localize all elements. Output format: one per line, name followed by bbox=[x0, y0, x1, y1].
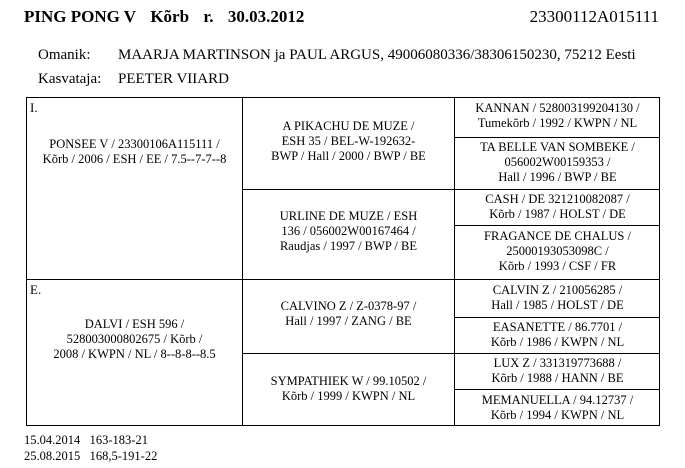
horse-name: PING PONG V bbox=[24, 7, 137, 26]
measurement-row bbox=[24, 449, 157, 464]
ancestor-line: 25000193053098C / bbox=[506, 244, 609, 258]
measurement-date: 25.08.2015 bbox=[24, 449, 81, 463]
sire-line: PONSEE V / 23300106A115111 / bbox=[49, 137, 220, 151]
birth-date: 30.03.2012 bbox=[227, 7, 305, 26]
dam-dam-cell bbox=[243, 374, 454, 404]
ancestor-line: FRAGANCE DE CHALUS / bbox=[484, 229, 631, 243]
dam-marker: E. bbox=[30, 282, 42, 297]
dam-line: DALVI / ESH 596 / bbox=[84, 317, 185, 331]
ancestor-line: Raudjas / 1997 / BWP / BE bbox=[279, 239, 418, 253]
ancestor-line: BWP / Hall / 2000 / BWP / BE bbox=[271, 149, 426, 163]
gen3-cell-8 bbox=[455, 393, 660, 423]
birth-label: r. bbox=[203, 7, 214, 26]
ancestor-line: TA BELLE VAN SOMBEKE / bbox=[480, 140, 635, 154]
ancestor-line: Hall / 1996 / BWP / BE bbox=[498, 170, 617, 184]
dam-cell bbox=[27, 280, 242, 425]
ancestor-line: 136 / 056002W00167464 / bbox=[281, 224, 416, 238]
gen3-cell-3 bbox=[455, 192, 660, 222]
measurement-date: 15.04.2014 bbox=[24, 433, 81, 447]
ancestor-line: Hall / 1997 / ZANG / BE bbox=[285, 314, 412, 328]
registration-number: 23300112A015111 bbox=[529, 7, 659, 26]
ancestor-line: CASH / DE 321210082087 / bbox=[485, 192, 630, 206]
gen3-cell-6 bbox=[455, 320, 660, 350]
sire-line: Kõrb / 2006 / ESH / EE / 7.5--7-7--8 bbox=[42, 152, 227, 166]
gen3-cell-7 bbox=[455, 356, 660, 386]
gen3-cell-1 bbox=[455, 101, 660, 131]
ancestor-line: A PIKACHU DE MUZE / bbox=[282, 119, 415, 133]
gen3-cell-2 bbox=[455, 140, 660, 185]
breeder-value: PEETER VIIARD bbox=[118, 71, 229, 87]
ancestor-line: EASANETTE / 86.7701 / bbox=[492, 320, 623, 334]
horse-title bbox=[24, 7, 304, 27]
ancestor-line: Kõrb / 1993 / CSF / FR bbox=[498, 259, 617, 273]
ancestor-line: CALVIN Z / 210056285 / bbox=[492, 283, 623, 297]
ancestor-line: 056002W00159353 / bbox=[504, 155, 611, 169]
owner-value: MAARJA MARTINSON ja PAUL ARGUS, 49006080336/38306150230, 75212 Eesti bbox=[118, 47, 636, 63]
sire-marker: I. bbox=[30, 100, 38, 115]
ancestor-line: KANNAN / 528003199204130 / bbox=[475, 101, 640, 115]
ancestor-line: Kõrb / 1994 / KWPN / NL bbox=[490, 408, 625, 422]
measurement-value: 168,5-191-22 bbox=[89, 449, 158, 463]
ancestor-line: ESH 35 / BEL-W-192632- bbox=[281, 134, 416, 148]
breeder-label: Kasvataja: bbox=[38, 71, 102, 87]
ancestor-line: Kõrb / 1999 / KWPN / NL bbox=[281, 389, 416, 403]
measurement-row bbox=[24, 433, 148, 448]
sire-sire-cell bbox=[243, 119, 454, 164]
measurement-value: 163-183-21 bbox=[89, 433, 148, 447]
owner-label: Omanik: bbox=[38, 47, 91, 63]
sire-dam-cell bbox=[243, 209, 454, 254]
dam-line: 528003000802675 / Kõrb / bbox=[66, 332, 203, 346]
ancestor-line: CALVINO Z / Z-0378-97 / bbox=[280, 299, 417, 313]
sire-cell bbox=[27, 98, 242, 279]
pedigree-table bbox=[26, 97, 660, 426]
ancestor-line: SYMPATHIEK W / 99.10502 / bbox=[270, 374, 427, 388]
gen3-cell-4 bbox=[455, 229, 660, 274]
ancestor-line: URLINE DE MUZE / ESH bbox=[279, 209, 418, 223]
dam-line: 2008 / KWPN / NL / 8--8-8--8.5 bbox=[53, 347, 216, 361]
dam-sire-cell bbox=[243, 299, 454, 329]
ancestor-line: Kõrb / 1988 / HANN / BE bbox=[491, 371, 624, 385]
horse-color: Kõrb bbox=[150, 7, 190, 26]
ancestor-line: Kõrb / 1987 / HOLST / DE bbox=[489, 207, 626, 221]
ancestor-line: MEMANUELLA / 94.12737 / bbox=[481, 393, 634, 407]
ancestor-line: Hall / 1985 / HOLST / DE bbox=[491, 298, 624, 312]
gen3-cell-5 bbox=[455, 283, 660, 313]
ancestor-line: Tumekõrb / 1992 / KWPN / NL bbox=[477, 116, 638, 130]
ancestor-line: Kõrb / 1986 / KWPN / NL bbox=[490, 335, 625, 349]
ancestor-line: LUX Z / 331319773688 / bbox=[493, 356, 622, 370]
